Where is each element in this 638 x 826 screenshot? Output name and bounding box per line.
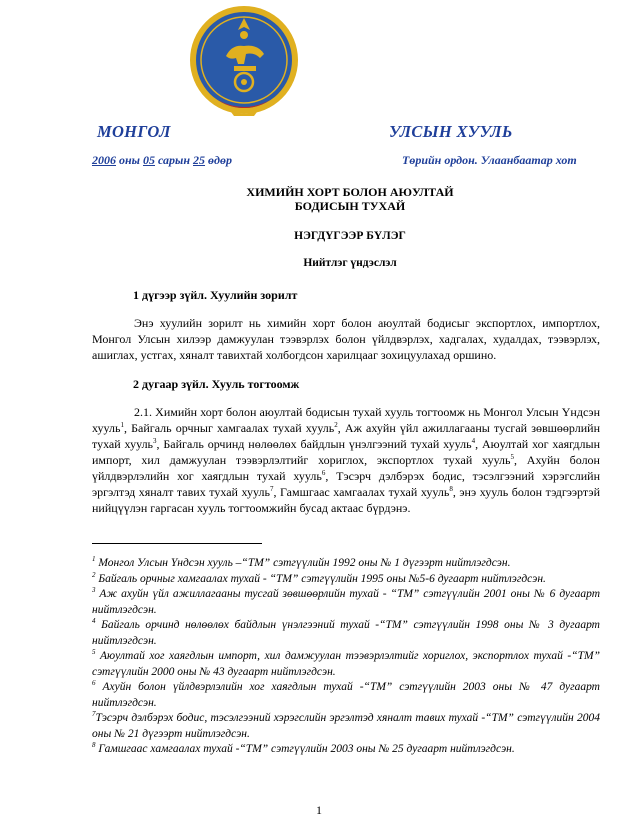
footnote-ref: 5 — [510, 453, 514, 461]
footnote-number: 2 — [92, 570, 96, 579]
footnote-ref: 6 — [321, 469, 326, 477]
footnote-ref: 7 — [269, 485, 274, 493]
article-2-segment: , Тэсэрч дэлбэрэх бодис, тэсэлгээний хэрэгслийн эргэлтэд хяналт тавих тухай хууль — [92, 469, 600, 499]
footnote-number: 5 — [92, 648, 96, 657]
footnote-number: 8 — [92, 741, 96, 750]
footnote-text: Байгаль орчинд нөлөөлөх байдлын үнэлгээний тухай -“ТМ” сэтгүүлийн 1998 оны № 3 дугаарт нийтлэгдсэн. — [92, 619, 600, 647]
date-month: 05 — [143, 153, 155, 167]
footnote-ref: 3 — [153, 437, 157, 445]
footnote-item — [92, 680, 600, 711]
article-2-segment: , Байгаль орчныг хамгаалах тухай хууль — [123, 421, 335, 435]
article-2-segment: , Гамшгаас хамгаалах тухай хууль — [273, 485, 450, 499]
header-left-title: МОНГОЛ — [97, 122, 171, 141]
footnote-text: Ахуйн болон үйлдвэрлэлийн хог хаягдлын тухай -“ТМ” сэтгүүлийн 2003 оны № 47 дугаарт нийтлэгдсэн. — [92, 681, 600, 709]
footnote-item — [92, 649, 600, 680]
state-emblem-icon — [188, 4, 300, 120]
footnote-number: 4 — [92, 617, 96, 626]
law-title-line-1: ХИМИЙН ХОРТ БОЛОН АЮУЛТАЙ — [246, 185, 454, 199]
article-2-text — [92, 404, 600, 516]
footnote-item — [92, 556, 600, 572]
footnote-number: 7 — [92, 710, 96, 719]
page-number: 1 — [316, 803, 322, 817]
footnote-text: Аж ахуйн үйл ажиллагааны тусгай зөвшөөрлийн тухай - “ТМ” сэтгүүлийн 2001 оны № 6 дугаарт нийтлэгдсэн. — [92, 588, 600, 616]
footnote-text: Байгаль орчныг хамгаалах тухай - “ТМ” сэтгүүлийн 1995 оны №5-6 дугаарт нийтлэгдсэн. — [95, 572, 546, 585]
footnote-ref: 1 — [120, 421, 124, 429]
footnote-item — [92, 587, 600, 618]
footnote-item — [92, 572, 600, 588]
law-title-line-2: БОДИСЫН ТУХАЙ — [294, 199, 406, 213]
chapter-heading: НЭГДҮГЭЭР БҮЛЭГ — [294, 230, 406, 242]
footnote-text: Монгол Улсын Үндсэн хууль –“ТМ” сэтгүүлийн 1992 оны № 1 дүгээрт нийтлэгдсэн. — [95, 557, 511, 569]
footnote-ref: 2 — [334, 421, 338, 429]
article-2-segment: , Аюултай хог хаягдлын импорт, хил дамжуулан тээвэрлэлтийг хориглох, экспортлох тухай хууль — [92, 437, 600, 467]
law-title — [150, 185, 550, 213]
footnote-text: Тэсэрч дэлбэрэх бодис, тэсэлгээний хэрэгслийн эргэлтэд хяналт тавих тухай -“ТМ” сэтгүүлийн 2004 оны № 21 дүгээрт нийтлэгдсэн. — [92, 712, 600, 740]
article-1-heading: 1 дүгээр зүйл. Хуулийн зорилт — [133, 288, 298, 302]
footnote-item — [92, 711, 600, 742]
footnote-text: Гамшгаас хамгаалах тухай -“ТМ” сэтгүүлийн 2003 оны № 25 дугаарт нийтлэгдсэн. — [95, 743, 515, 755]
footnotes — [92, 556, 600, 758]
article-2-segment: , Байгаль орчинд нөлөөлөх байдлын үнэлгээний тухай хууль — [156, 437, 472, 451]
date-year: 2006 — [92, 153, 116, 167]
footnote-number: 3 — [92, 586, 96, 595]
article-2-segment: , Ахуйн болон үйлдвэрлэлийн хог хаягдлын тухай хууль — [92, 453, 600, 483]
footnote-ref: 8 — [449, 485, 453, 493]
enactment-date: 2006 оны 05 сарын 25 өдөр — [92, 153, 232, 167]
article-2-heading: 2 дугаар зүйл. Хууль тогтоомж — [133, 377, 300, 391]
footnote-number: 6 — [92, 679, 96, 688]
date-day: 25 — [193, 153, 206, 167]
article-2-segment: 2.1. Химийн хорт болон аюултай бодисын тухай хууль тогтоомж нь Монгол Улсын Үндсэн хууль — [92, 405, 600, 435]
footnote-number: 1 — [92, 555, 96, 564]
footnote-text: Аюултай хог хаягдлын импорт, хил дамжуулан тээвэрлэлтийг хориглох, экспортлох тухай -“ТМ” сэтгүүлийн 2000 оны № 43 дугаарт нийтлэгдсэн. — [92, 650, 600, 678]
footnote-item — [92, 742, 600, 758]
footnote-ref: 4 — [471, 437, 476, 445]
article-2-segment: , Аж ахуйн үйл ажиллагааны тусгай зөвшөөрлийн тухай хууль — [92, 421, 600, 451]
chapter-subheading: Нийтлэг үндэслэл — [303, 257, 397, 269]
footnote-separator — [92, 543, 262, 544]
enactment-place: Төрийн ордон. Улаанбаатар хот — [402, 153, 577, 167]
article-1-text: Энэ хуулийн зорилт нь химийн хорт болон аюултай бодисыг экспортлох, импортлох, Монгол Улсын хилээр дамжуулан тээвэрлэх болон үйлдвэрлэх, хадгалах, худалдах, тээвэрлэх, ашиглах, устгах, хяналт тавихтай холбогдсон харилцааг зохицуулахад оршино. — [92, 316, 600, 362]
footnote-item — [92, 618, 600, 649]
header-right-title: УЛСЫН ХУУЛЬ — [389, 122, 513, 141]
article-2-segment: , энэ хууль болон тэдгээртэй нийцүүлэн гаргасан хууль тогтоомжийн бусад актаас бүрдэнэ. — [92, 485, 601, 515]
